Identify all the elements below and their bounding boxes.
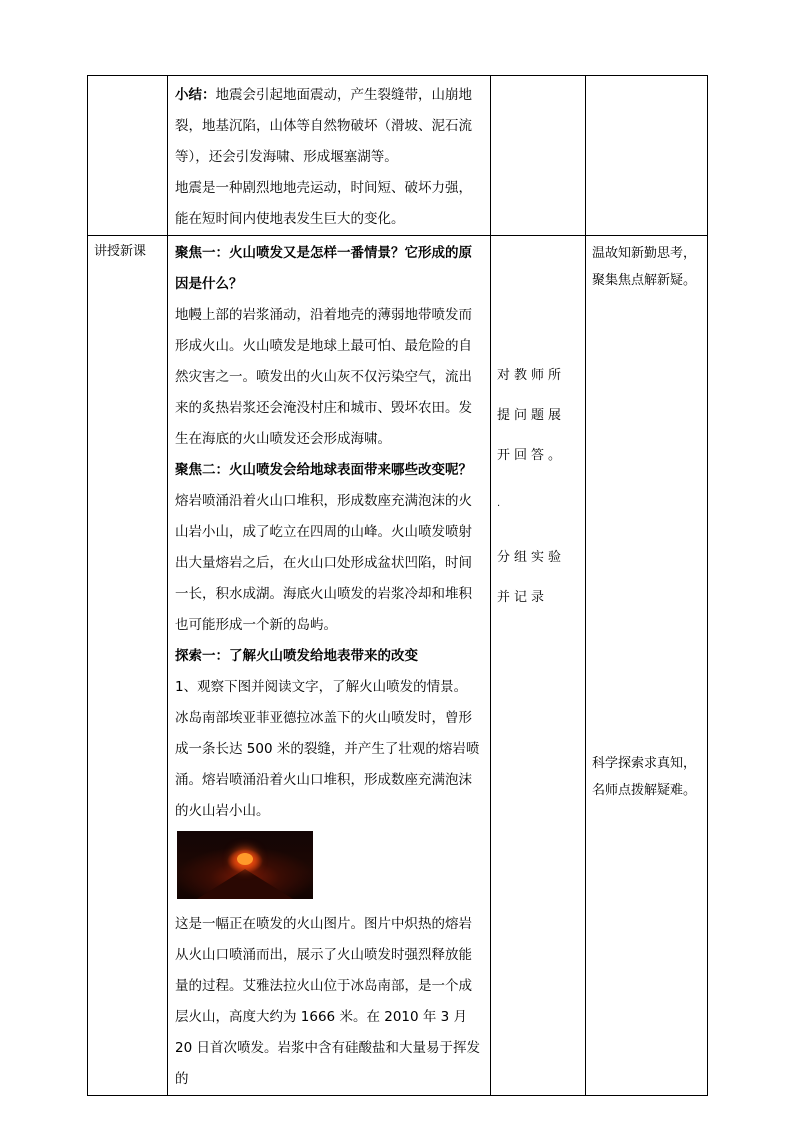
explore1-text: 冰岛南部埃亚菲亚德拉冰盖下的火山喷发时，曾形成一条长达 500 米的裂缝，并产生了壮观的熔岩喷涌。熔岩喷涌沿着火山口堆积，形成数座充满泡沫的火山岩小山。 [175, 710, 480, 819]
volcano-eruption-image [177, 831, 313, 899]
student-activity-2: 分组实验并记录 [497, 550, 566, 605]
teacher-cell [586, 76, 708, 236]
summary-paragraph-2: 地震是一种剧烈地地壳运动，时间短、破坏力强，能在短时间内使地表发生巨大的变化。 [175, 180, 472, 227]
stage-cell [88, 76, 168, 236]
focus1-text: 地幔上部的岩浆涌动，沿着地壳的薄弱地带喷发而形成火山。火山喷发是地球上最可怕、最危险的自然灾害之一。喷发出的火山灰不仅污染空气，流出来的炙热岩浆还会淹没村庄和城市、毁坏农田。发生在海底的火山喷发还会形成海啸。 [175, 307, 472, 447]
table-row [88, 76, 708, 236]
student-cell [491, 76, 586, 236]
teacher-note-2: 科学探索求真知，名师点拨解疑难。 [592, 756, 697, 798]
explore1-step: 1、观察下图并阅读文字，了解火山喷发的情景。 [175, 679, 468, 695]
summary-label: 小结： [175, 87, 216, 103]
teacher-cell [586, 236, 708, 1096]
lesson-plan-table [87, 75, 708, 1096]
stage-label: 讲授新课 [94, 244, 147, 259]
student-dot: · [497, 501, 501, 512]
student-activity-1: 对教师所提问题展开回答。 [497, 368, 566, 463]
stage-cell [88, 236, 168, 1096]
content-cell [168, 236, 491, 1096]
focus2-text: 熔岩喷涌沿着火山口堆积，形成数座充满泡沫的火山岩小山，成了屹立在四周的山峰。火山喷发喷射出大量熔岩之后，在火山口处形成盆状凹陷，时间一长，积水成湖。海底火山喷发的岩浆冷却和堆积也可能形成一个新的岛屿。 [175, 493, 472, 633]
student-cell [491, 236, 586, 1096]
content-cell [168, 76, 491, 236]
image-caption-text: 这是一幅正在喷发的火山图片。图片中炽热的熔岩从火山口喷涌而出，展示了火山喷发时强烈释放能量的过程。艾雅法拉火山位于冰岛南部，是一个成层火山，高度大约为 1666 米。在 2010 年 3 月 20 日首次喷发。岩浆中含有硅酸盐和大量易于挥发的 [175, 916, 480, 1087]
summary-paragraph [175, 80, 484, 173]
summary-text: 地震会引起地面震动，产生裂缝带，山崩地裂，地基沉陷，山体等自然物破坏（滑坡、泥石流等），还会引发海啸、形成堰塞湖等。 [175, 87, 472, 165]
focus2-title: 聚焦二：火山喷发会给地球表面带来哪些改变呢？ [175, 462, 472, 478]
teacher-note-1: 温故知新勤思考，聚集焦点解新疑。 [592, 246, 697, 288]
focus1-title: 聚焦一：火山喷发又是怎样一番情景？它形成的原因是什么？ [175, 245, 472, 292]
lava-glow [237, 853, 253, 865]
table-row [88, 236, 708, 1096]
explore1-title: 探索一：了解火山喷发给地表带来的改变 [175, 648, 418, 664]
volcano-cone [197, 869, 293, 899]
